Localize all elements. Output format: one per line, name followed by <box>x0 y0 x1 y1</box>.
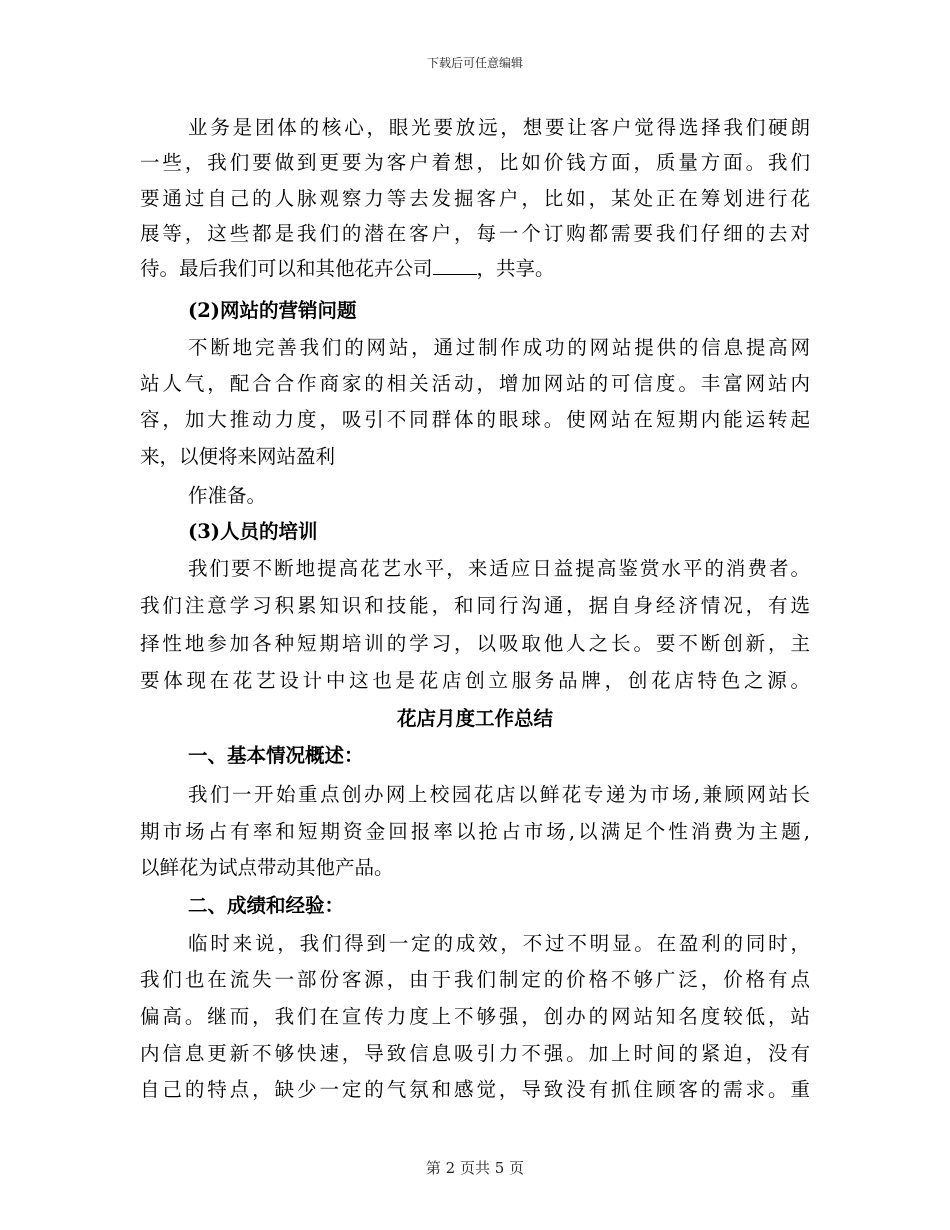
paragraph-line: 自己的特点，缺少一定的气氛和感觉，导致没有抓住顾客的需求。重 <box>140 1078 810 1101</box>
paragraph-line: 偏高。继而，我们在宣传力度上不够强，创办的网站知名度较低，站 <box>140 1005 810 1028</box>
paragraph-line: 不断地完善我们的网站，通过制作成功的网站提供的信息提高网 <box>188 336 810 359</box>
paragraph-line: 期市场占有率和短期资金回报率以抢占市场,以满足个性消费为主题, <box>140 820 810 843</box>
fill-in-blank <box>433 256 477 275</box>
section-heading: (2)网站的营销问题 <box>188 299 357 322</box>
paragraph-line: 业务是团体的核心，眼光要放远，想要让客户觉得选择我们硬朗 <box>188 116 810 139</box>
section-heading: 二、成绩和经验： <box>188 894 345 917</box>
paragraph-line: 容，加大推动力度，吸引不同群体的眼球。使网站在短期内能运转起 <box>140 408 810 431</box>
paragraph-line: 我们要不断地提高花艺水平，来适应日益提高鉴赏水平的消费者。 <box>188 557 810 580</box>
paragraph-line: 择性地参加各种短期培训的学习，以吸取他人之长。要不断创新，主 <box>140 632 810 655</box>
paragraph-line: 内信息更新不够快速，导致信息吸引力不强。加上时间的紧迫，没有 <box>140 1042 810 1065</box>
page-footer: 第 2 页共 5 页 <box>425 1159 525 1177</box>
section-heading: 一、基本情况概述： <box>188 744 364 767</box>
paragraph-line: 我们注意学习积累知识和技能，和同行沟通，据自身经济情况，有选 <box>140 594 810 617</box>
paragraph-text: ，共享。 <box>476 257 555 280</box>
paragraph-line: 作准备。 <box>188 484 267 507</box>
paragraph-line: 来，以便将来网站盈利 <box>140 445 336 468</box>
paragraph-line: 一些，我们要做到更要为客户着想，比如价钱方面，质量方面。我们 <box>140 151 810 174</box>
section-heading: (3)人员的培训 <box>188 520 318 543</box>
paragraph-text: 待。最后我们可以和其他花卉公司 <box>140 257 433 280</box>
page-header: 下载后可任意编辑 <box>426 56 523 70</box>
paragraph-line: 以鲜花为试点带动其他产品。 <box>140 856 394 879</box>
paragraph-line: 我们也在流失一部份客源，由于我们制定的价格不够广泛，价格有点 <box>140 968 810 991</box>
paragraph-line: 要通过自己的人脉观察力等去发掘客户，比如，某处正在筹划进行花 <box>140 187 810 210</box>
paragraph-line <box>140 255 810 283</box>
paragraph-line: 临时来说，我们得到一定的成效，不过不明显。在盈利的同时， <box>188 932 810 955</box>
paragraph-line: 展等，这些都是我们的潜在客户，每一个订购都需要我们仔细的去对 <box>140 222 810 245</box>
document-title: 花店月度工作总结 <box>396 707 553 730</box>
paragraph-line: 要体现在花艺设计中这也是花店创立服务品牌，创花店特色之源。 <box>140 669 810 692</box>
paragraph-line: 我们一开始重点创办网上校园花店以鲜花专递为市场,兼顾网站长 <box>188 783 810 806</box>
paragraph-line: 站人气，配合合作商家的相关活动，增加网站的可信度。丰富网站内 <box>140 372 810 395</box>
